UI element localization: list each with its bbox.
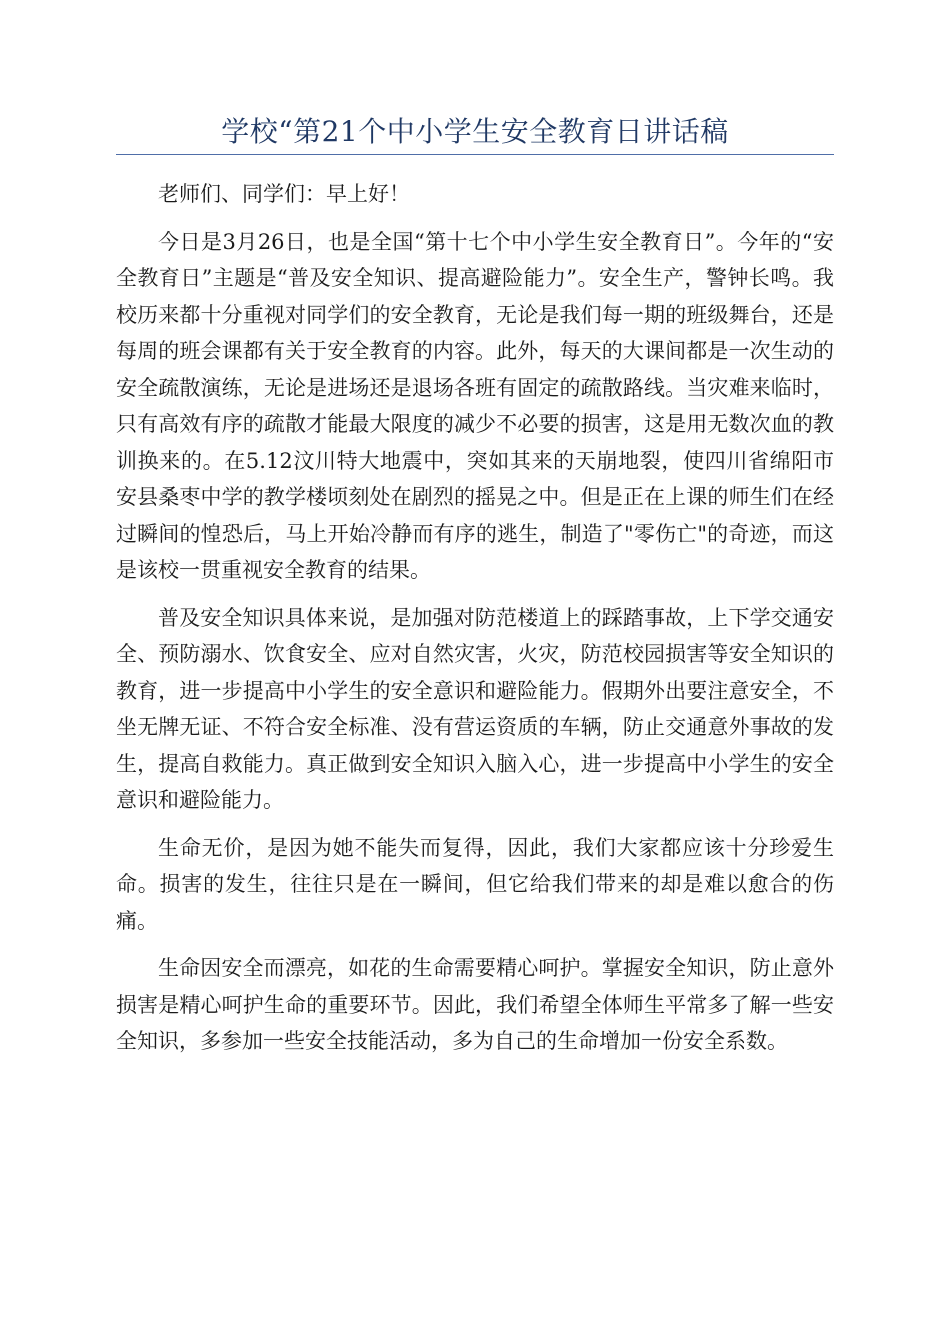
document-title: 学校“第21个中小学生安全教育日讲话稿	[221, 115, 729, 148]
paragraph-safety-knowledge: 普及安全知识具体来说，是加强对防范楼道上的踩踏事故，上下学交通安全、预防溺水、饮食安全、应对自然灾害，火灾，防范校园损害等安全知识的教育，进一步提高中小学生的安全意识和避险能力。假期外出要注意安全，不坐无牌无证、不符合安全标准、没有营运资质的车辆，防止交通意外事故的发生，提高自救能力。真正做到安全知识入脑入心，进一步提高中小学生的安全意识和避险能力。	[116, 605, 834, 812]
paragraph-life-beautiful: 生命因安全而漂亮，如花的生命需要精心呵护。掌握安全知识，防止意外损害是精心呵护生命的重要环节。因此，我们希望全体师生平常多了解一些安全知识，多参加一些安全技能活动，多为自己的生命增加一份安全系数。	[116, 956, 834, 1053]
paragraph-life-priceless: 生命无价，是因为她不能失而复得，因此，我们大家都应该十分珍爱生命。损害的发生，往往只是在一瞬间，但它给我们带来的却是难以愈合的伤痛。	[116, 835, 834, 933]
paragraph-safety-day: 今日是3月26日，也是全国“第十七个中小学生安全教育日”。今年的“安全教育日”主题是“普及安全知识、提高避险能力”。安全生产，警钟长鸣。我校历来都十分重视对同学们的安全教育，无论是我们每一期的班级舞台，还是每周的班会课都有关于安全教育的内容。此外，每天的大课间都是一次生动的安全疏散演练，无论是进场还是退场各班有固定的疏散路线。当灾难来临时，只有高效有序的疏散才能最大限度的减少不必要的损害，这是用无数次血的教训换来的。在5.12汶川特大地震中，突如其来的天崩地裂，使四川省绵阳市安县桑枣中学的教学楼顷刻处在剧烈的摇晃之中。但是正在上课的师生们在经过瞬间的惶恐后，马上开始冷静而有序的逃生，制造了"零伤亡"的奇迹，而这是该校一贯重视安全教育的结果。	[116, 229, 834, 582]
title-underline	[116, 154, 834, 155]
document-body	[116, 176, 834, 1071]
paragraph-greeting: 老师们、同学们：早上好！	[158, 182, 410, 206]
